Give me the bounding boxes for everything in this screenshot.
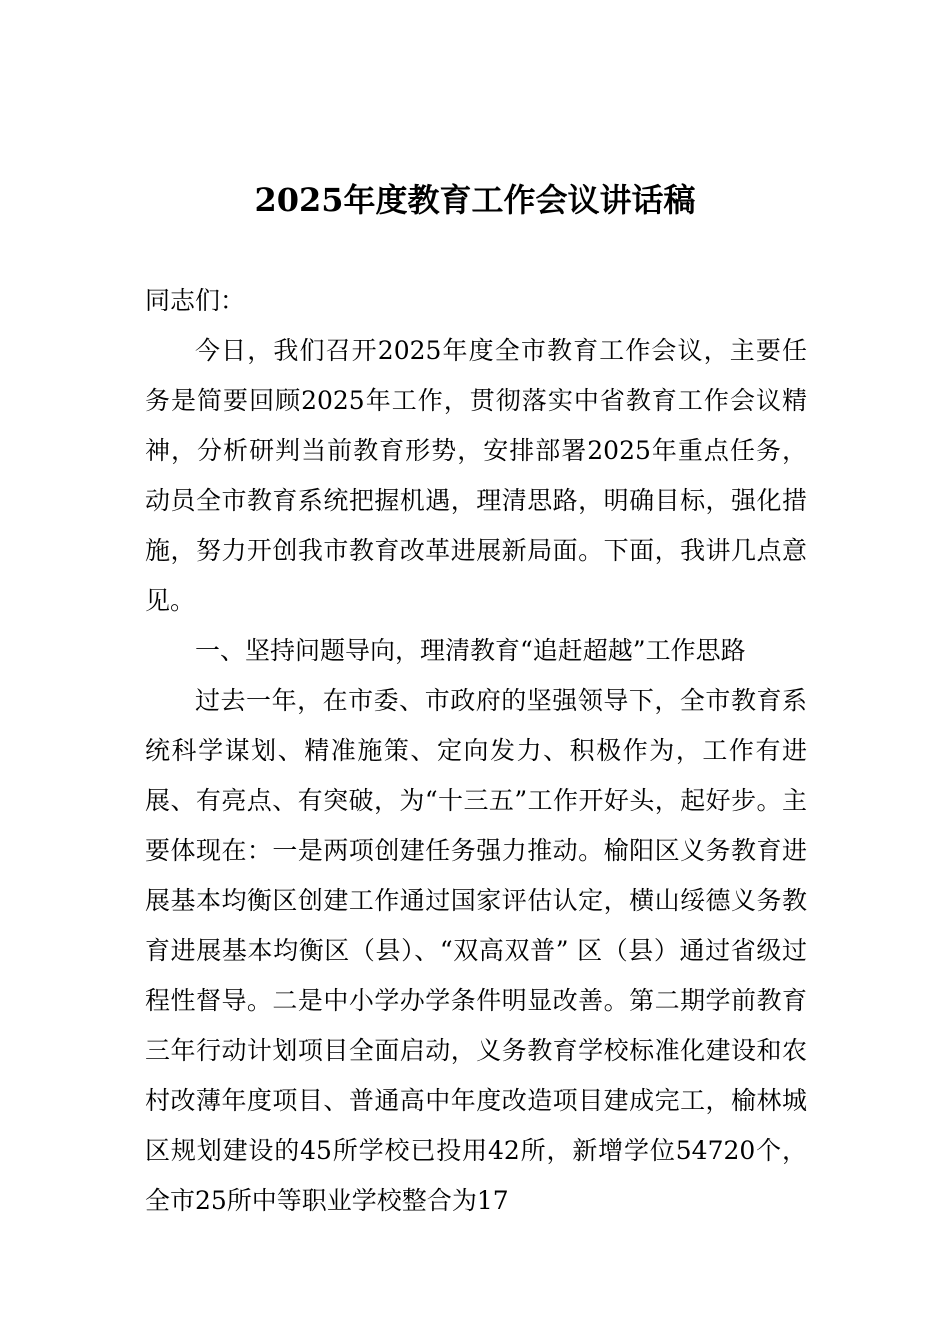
document-title: 2025年度教育工作会议讲话稿 (254, 181, 696, 219)
paragraph-review: 过去一年，在市委、市政府的坚强领导下，全市教育系统科学谋划、精准施策、定向发力、积极作为，工作有进展、有亮点、有突破，为“十三五”工作开好头，起好步。主要体现在：一是两项创建任务强力推动。榆阳区义务教育进展基本均衡区创建工作通过国家评估认定，横山绥德义务教育进展基本均衡区（县）、“双高双普” 区（县）通过省级过程性督导。二是中小学办学条件明显改善。第二期学前教育三年行动计划项目全面启动，义务教育学校标准化建设和农村改薄年度项目、普通高中年度改造项目建成完工，榆林城区规划建设的45所学校已投用42所，新增学位54720个，全市25所中等职业学校整合为17 (145, 686, 807, 1215)
document-body (145, 276, 807, 1226)
salutation: 同志们： (145, 286, 246, 315)
paragraph-intro: 今日，我们召开2025年度全市教育工作会议，主要任务是简要回顾2025年工作，贯彻落实中省教育工作会议精神，分析研判当前教育形势，安排部署2025年重点任务，动员全市教育系统把握机遇，理清思路，明确目标，强化措施，努力开创我市教育改革进展新局面。下面，我讲几点意见。 (145, 336, 807, 615)
section-heading-1: 一、坚持问题导向，理清教育“追赶超越”工作思路 (195, 636, 746, 665)
